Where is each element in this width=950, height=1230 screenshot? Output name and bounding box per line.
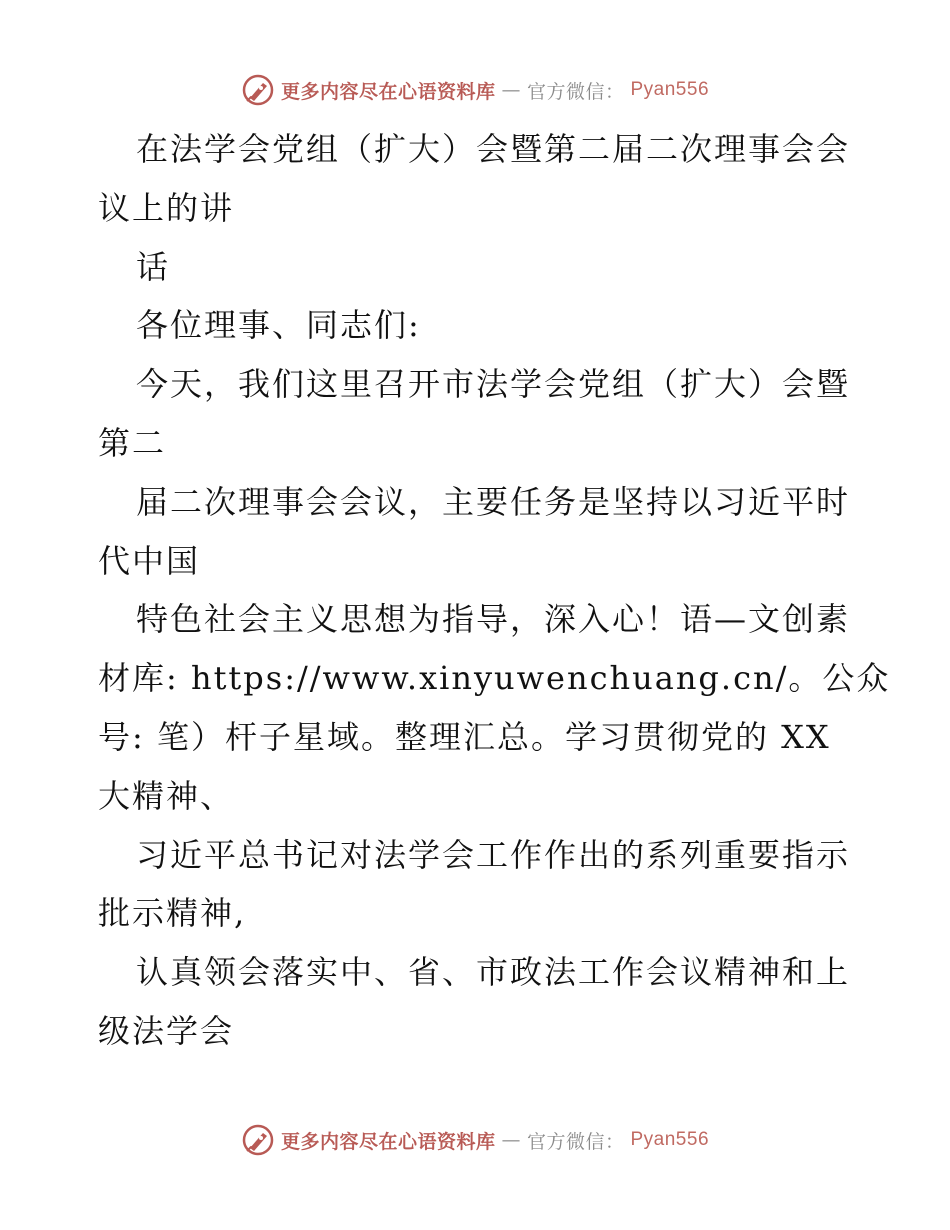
text-line: 今天，我们这里召开市法学会党组（扩大）会暨	[136, 365, 851, 404]
text-line: 在法学会党组（扩大）会暨第二届二次理事会会	[136, 130, 851, 168]
text-line: 届二次理事会会议，主要任务是坚持以习近平时	[136, 482, 851, 521]
pen-nib-logo-icon	[241, 1123, 275, 1157]
text-line: 各位理事、同志们:	[136, 306, 421, 345]
text-line: 级法学会	[98, 1011, 235, 1050]
banner-wechat-label: 官方微信：	[526, 80, 625, 103]
banner-title: 更多内容尽在心语资料库	[280, 1130, 496, 1153]
banner-wechat-label: 官方微信：	[526, 1130, 625, 1153]
banner-title: 更多内容尽在心语资料库	[280, 80, 496, 103]
footer-watermark-banner	[0, 1120, 950, 1160]
pen-nib-logo-icon	[241, 73, 275, 107]
text-line: 议上的讲	[98, 188, 235, 227]
banner-wechat-id: Pyan556	[630, 1129, 710, 1150]
banner-wechat-id: Pyan556	[630, 79, 710, 100]
header-watermark-banner	[0, 70, 950, 110]
banner-dash: —	[501, 79, 521, 101]
document-body	[98, 120, 891, 1061]
banner-dash: —	[501, 1129, 521, 1151]
text-line: 批示精神,	[98, 894, 247, 933]
text-line: 特色社会主义思想为指导，深入心！语—文创素	[136, 600, 851, 639]
text-line: 材库: https://www.xinyuwenchuang.cn/。公众	[98, 659, 891, 698]
text-line: 习近平总书记对法学会工作作出的系列重要指示	[136, 835, 851, 874]
text-line: 话	[136, 247, 171, 286]
text-line: 代中国	[98, 541, 201, 580]
text-line: 大精神、	[98, 776, 235, 815]
text-line: 第二	[98, 423, 167, 462]
text-line: 认真领会落实中、省、市政法工作会议精神和上	[136, 953, 851, 992]
text-line: 号: 笔）杆子星域。整理汇总。学习贯彻党的 XX	[98, 717, 831, 756]
